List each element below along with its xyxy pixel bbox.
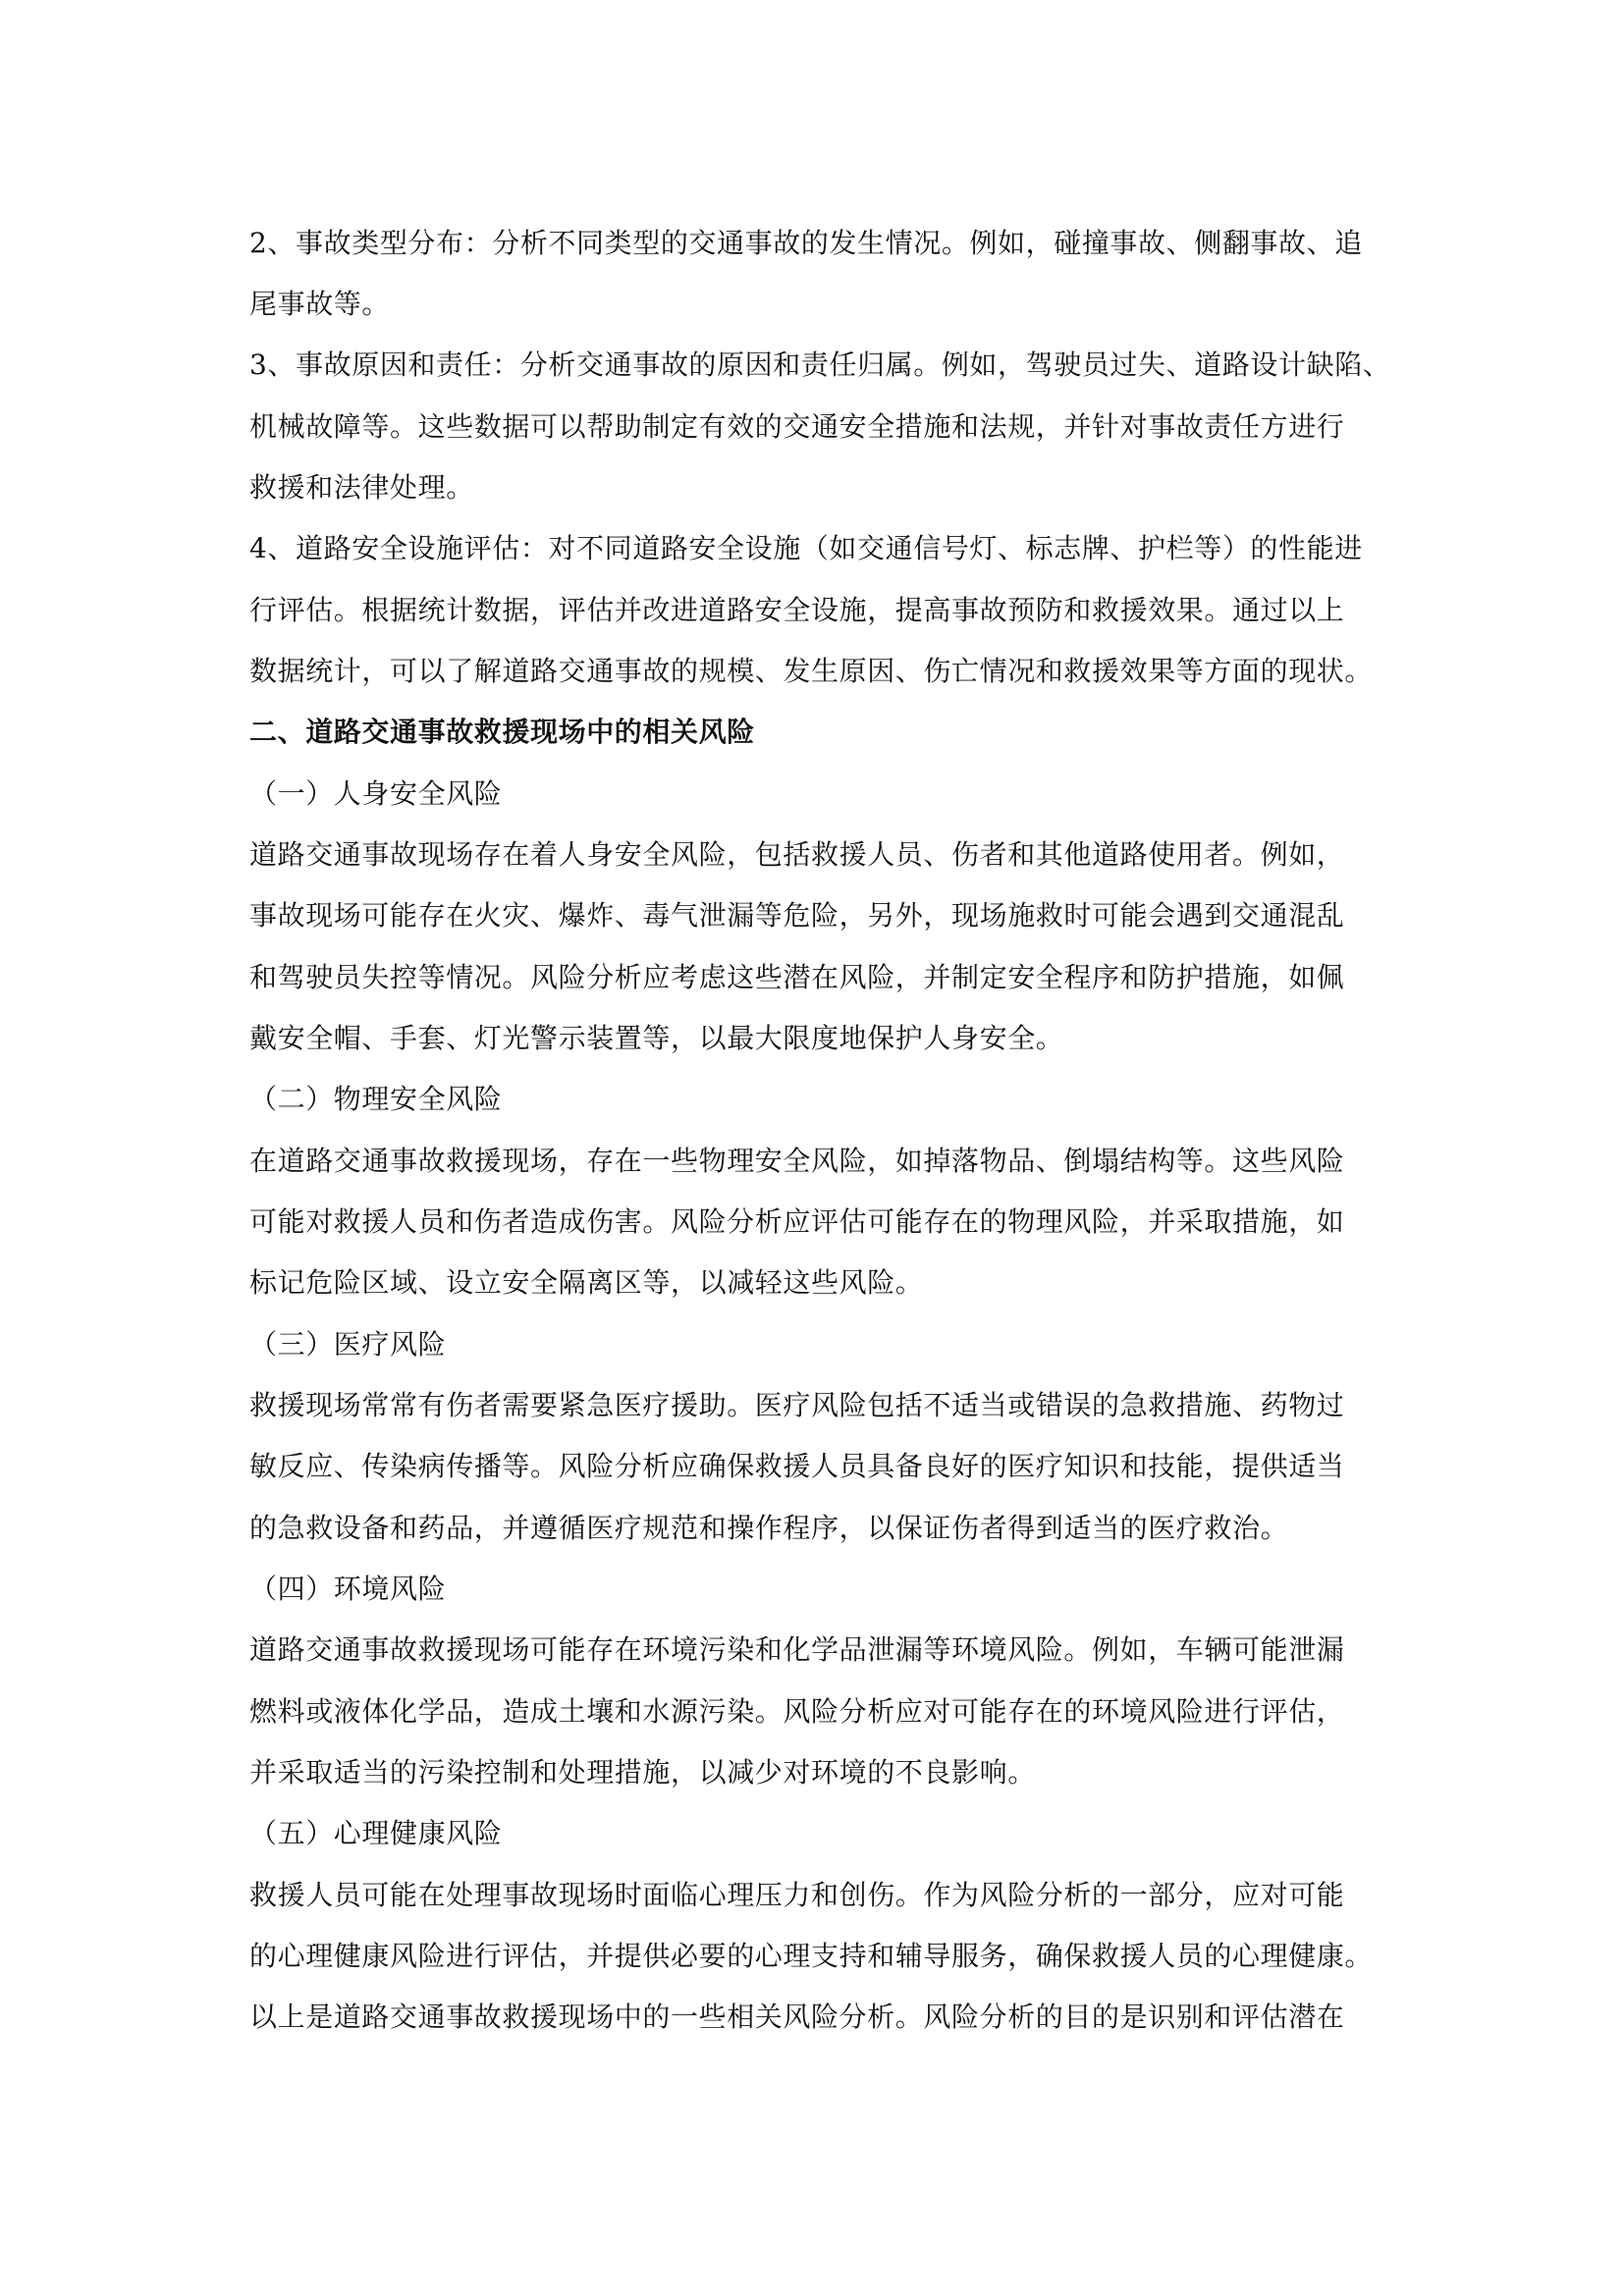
paragraph-line: 道路交通事故救援现场可能存在环境污染和化学品泄漏等环境风险。例如，车辆可能泄漏 [249,1633,1345,1666]
paragraph-line: 事故现场可能存在火灾、爆炸、毒气泄漏等危险，另外，现场施救时可能会遇到交通混乱 [249,899,1345,932]
paragraph-line: 标记危险区域、设立安全隔离区等，以减轻这些风险。 [249,1266,924,1299]
paragraph-line: 救援现场常常有伤者需要紧急医疗援助。医疗风险包括不适当或错误的急救措施、药物过 [249,1389,1345,1421]
subsection-heading: （二）物理安全风险 [249,1083,503,1115]
paragraph-line: 的急救设备和药品，并遵循医疗规范和操作程序，以保证伤者得到适当的医疗救治。 [249,1512,1289,1544]
paragraph-line: 行评估。根据统计数据，评估并改进道路安全设施，提高事故预防和救援效果。通过以上 [249,594,1345,626]
section-heading: 二、道路交通事故救援现场中的相关风险 [249,716,755,748]
paragraph-line: 可能对救援人员和伤者造成伤害。风险分析应评估可能存在的物理风险，并采取措施，如 [249,1205,1345,1238]
paragraph-line: 燃料或液体化学品，造成土壤和水源污染。风险分析应对可能存在的环境风险进行评估， [249,1695,1345,1728]
paragraph-line: 的心理健康风险进行评估，并提供必要的心理支持和辅导服务，确保救援人员的心理健康。 [249,1940,1374,1972]
paragraph-line: 和驾驶员失控等情况。风险分析应考虑这些潜在风险，并制定安全程序和防护措施，如佩 [249,961,1345,993]
paragraph-line: 敏反应、传染病传播等。风险分析应确保救援人员具备良好的医疗知识和技能，提供适当 [249,1450,1345,1482]
subsection-heading: （一）人身安全风险 [249,777,503,810]
paragraph-line: 在道路交通事故救援现场，存在一些物理安全风险，如掉落物品、倒塌结构等。这些风险 [249,1145,1345,1177]
subsection-heading: （五）心理健康风险 [249,1817,503,1849]
paragraph-line: 机械故障等。这些数据可以帮助制定有效的交通安全措施和法规，并针对事故责任方进行 [249,410,1345,443]
paragraph-line: 2、事故类型分布：分析不同类型的交通事故的发生情况。例如，碰撞事故、侧翻事故、追 [249,227,1363,259]
subsection-heading: （三）医疗风险 [249,1328,447,1361]
paragraph-line: 并采取适当的污染控制和处理措施，以减少对环境的不良影响。 [249,1756,1036,1789]
paragraph-line: 尾事故等。 [249,288,391,320]
subsection-heading: （四）环境风险 [249,1573,447,1605]
paragraph-line: 道路交通事故现场存在着人身安全风险，包括救援人员、伤者和其他道路使用者。例如， [249,838,1345,871]
paragraph-line: 救援和法律处理。 [249,471,474,504]
paragraph-line: 数据统计，可以了解道路交通事故的规模、发生原因、伤亡情况和救援效果等方面的现状。 [249,655,1374,687]
paragraph-line: 3、事故原因和责任：分析交通事故的原因和责任归属。例如，驾驶员过失、道路设计缺陷、 [249,348,1391,381]
paragraph-line: 戴安全帽、手套、灯光警示装置等，以最大限度地保护人身安全。 [249,1022,1064,1054]
paragraph-line: 4、道路安全设施评估：对不同道路安全设施（如交通信号灯、标志牌、护栏等）的性能进 [249,532,1363,564]
paragraph-line: 以上是道路交通事故救援现场中的一些相关风险分析。风险分析的目的是识别和评估潜在 [249,2001,1345,2033]
paragraph-line: 救援人员可能在处理事故现场时面临心理压力和创伤。作为风险分析的一部分，应对可能 [249,1879,1345,1911]
